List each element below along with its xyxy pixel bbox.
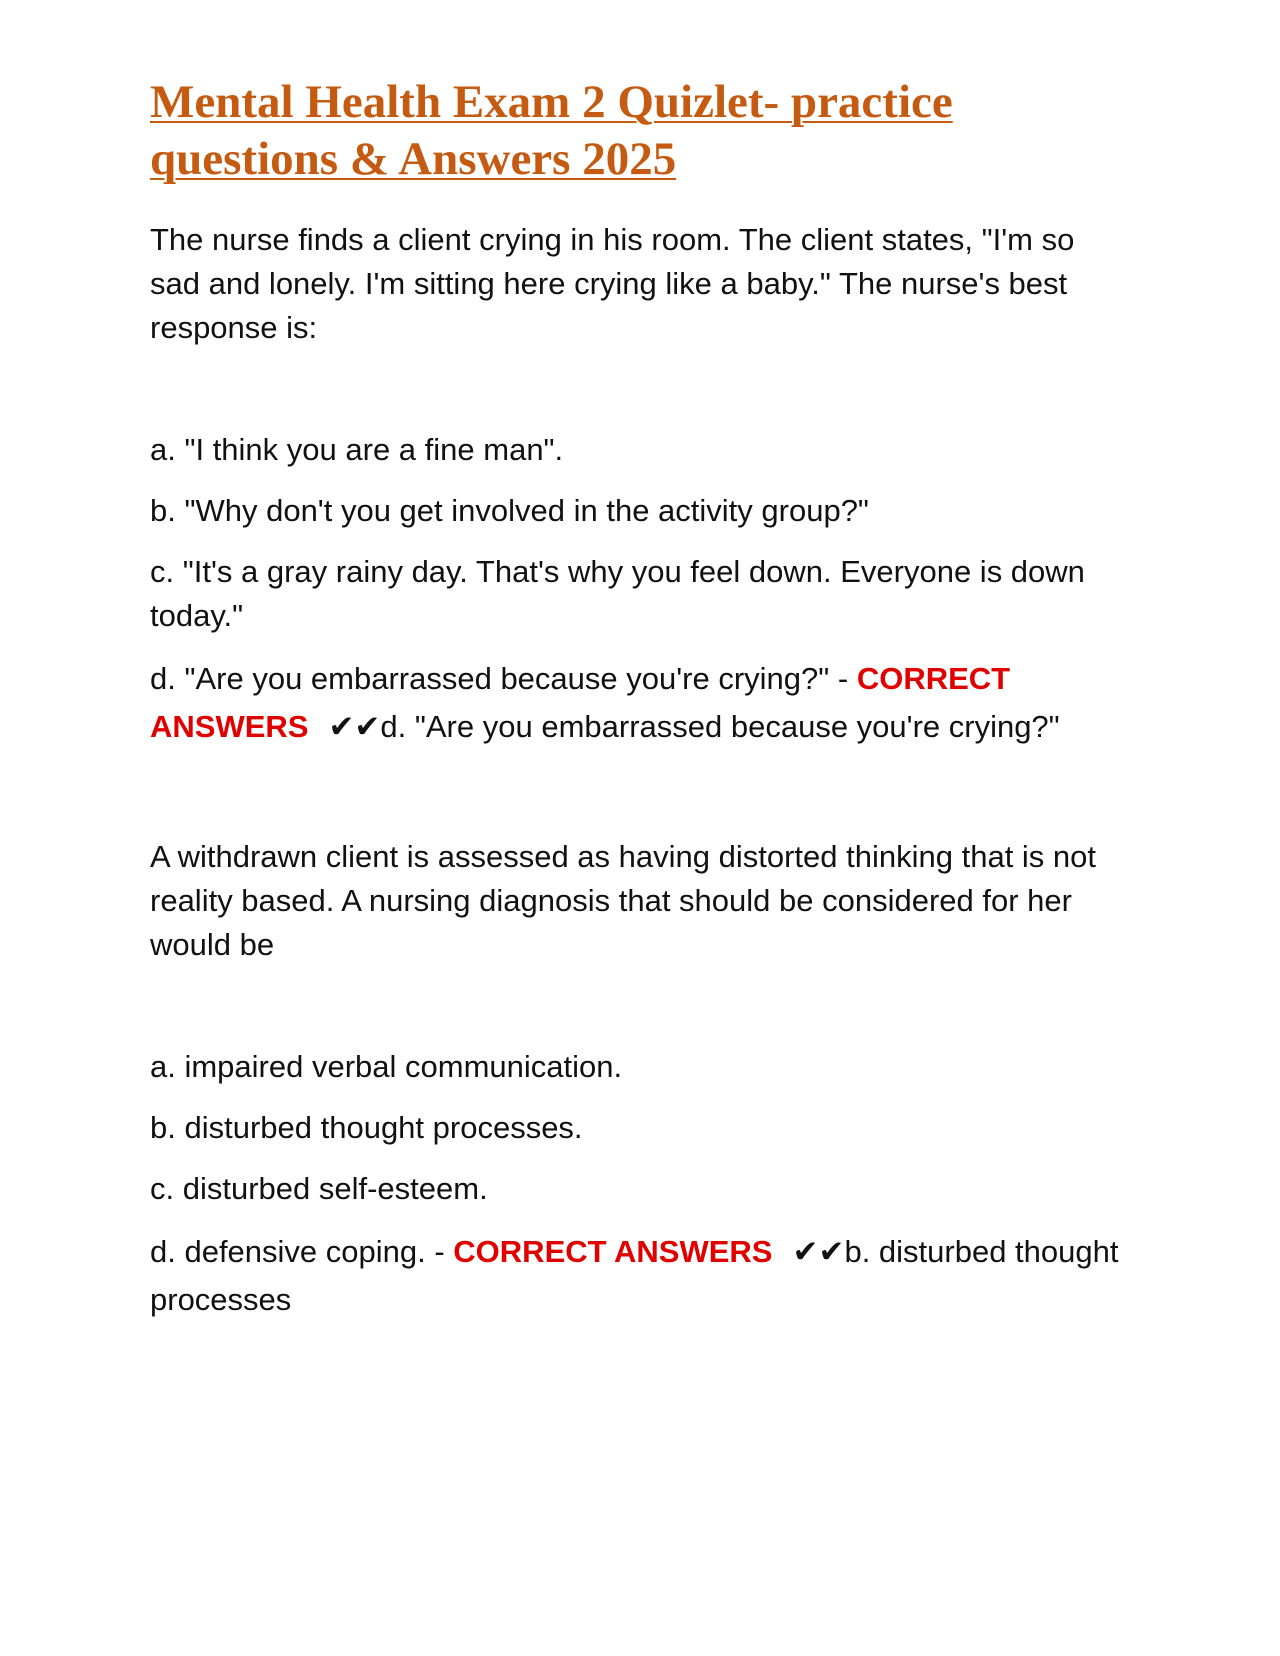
option-d: d. defensive coping. - <box>150 1234 454 1269</box>
question-stem: The nurse finds a client crying in his room. The client states, "I'm so sad and lonely. I'm sitting here crying like a baby." The nurse's best response is: <box>150 222 1075 345</box>
answer-text: b. disturbed thought processes <box>150 1234 1119 1317</box>
option-d-with-answer <box>150 1228 1120 1324</box>
option-c: c. disturbed self-esteem. <box>150 1171 488 1206</box>
option-d-with-answer <box>150 655 1120 751</box>
option-b: b. "Why don't you get involved in the activity group?" <box>150 493 869 528</box>
option-c: c. "It's a gray rainy day. That's why you feel down. Everyone is down today." <box>150 554 1085 633</box>
question-block-1 <box>150 218 1120 751</box>
option-b: b. disturbed thought processes. <box>150 1110 583 1145</box>
document-title: Mental Health Exam 2 Quizlet- practice questions & Answers 2025 <box>150 76 953 185</box>
question-stem: A withdrawn client is assessed as having distorted thinking that is not reality based. A nursing diagnosis that should be considered for her would be <box>150 839 1097 962</box>
checkmark-icon: ✔✔ <box>328 709 381 744</box>
question-block-2 <box>150 835 1120 1324</box>
option-a: a. impaired verbal communication. <box>150 1049 623 1084</box>
answer-text: d. "Are you embarrassed because you're crying?" <box>380 709 1060 744</box>
checkmark-icon: ✔✔ <box>792 1234 845 1269</box>
document-page <box>150 74 1120 1324</box>
option-a: a. "I think you are a fine man". <box>150 432 564 467</box>
option-d: d. "Are you embarrassed because you're crying?" - <box>150 661 857 696</box>
correct-answers-label: CORRECT ANSWERS <box>453 1234 773 1269</box>
correct-answers-label: CORRECT ANSWERS <box>150 661 1011 744</box>
